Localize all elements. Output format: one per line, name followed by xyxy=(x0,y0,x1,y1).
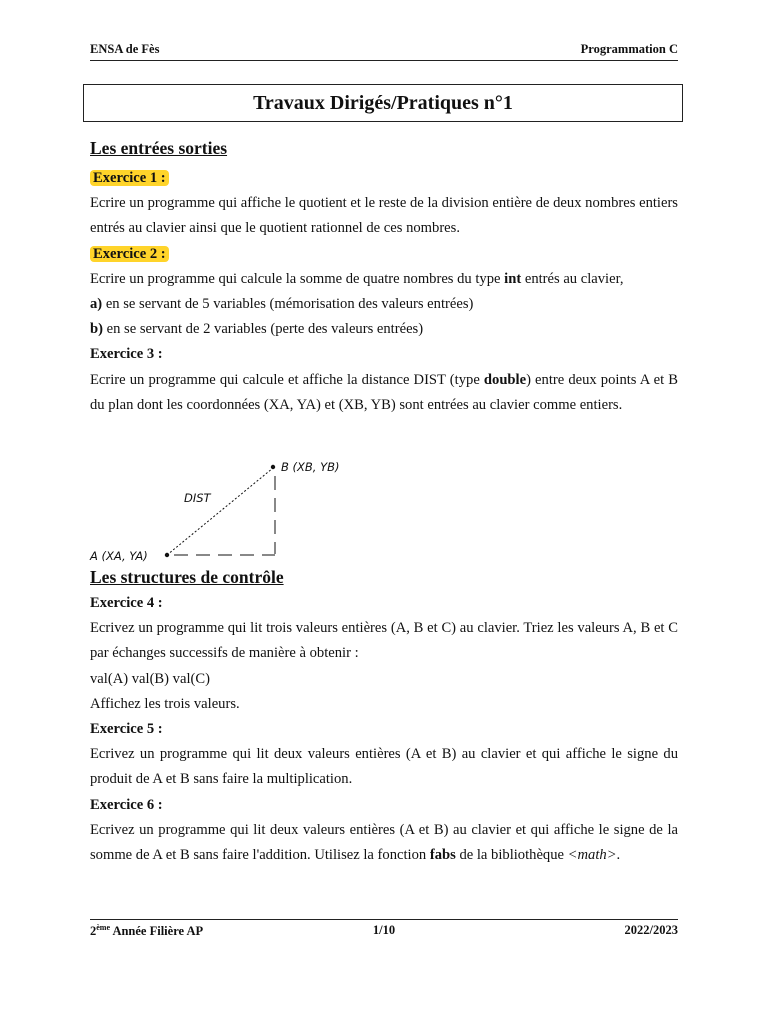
point-b-marker xyxy=(271,465,275,469)
exercise-5-label: Exercice 5 : xyxy=(90,721,163,738)
exercise-4-line2: val(A) val(B) val(C) xyxy=(90,670,210,687)
header-left: ENSA de Fès xyxy=(90,42,160,56)
page-header xyxy=(90,42,678,61)
highlight-exercise-2: Exercice 2 : xyxy=(90,246,169,262)
keyword-int: int xyxy=(504,270,522,287)
highlight-exercise-1: Exercice 1 : xyxy=(90,170,169,186)
footer-left: 2ème Année Filière AP xyxy=(90,923,204,939)
distance-diagram-svg xyxy=(86,418,386,563)
exercise-6-label: Exercice 6 : xyxy=(90,796,163,813)
point-a-label: A (XA, YA) xyxy=(90,549,148,564)
exercise-1-text: Ecrire un programme qui affiche le quotient et le reste de la division entière de deux nombres entiers entrés au clavier ainsi que le quotient rationnel de ces nombres. xyxy=(90,195,678,237)
keyword-fabs: fabs xyxy=(429,847,456,864)
exercise-5-text: Ecrivez un programme qui lit deux valeurs entières (A et B) au clavier et qui affiche le signe du produit de A et B sans faire la multiplication. xyxy=(90,746,678,788)
page-title-text: Travaux Dirigés/Pratiques n°1 xyxy=(253,91,513,114)
section-heading-io: Les entrées sorties xyxy=(90,138,228,158)
exercise-3-text: Ecrire un programme qui calcule et affiche la distance DIST (type double) entre deux points A et B du plan dont les coordonnées (XA, YA) et (XB, YB) sont entrées au clavier comme entiers. xyxy=(90,371,678,413)
exercise-2-option-b: b) en se servant de 2 variables (perte des valeurs entrées) xyxy=(90,321,424,338)
point-a-marker xyxy=(165,553,169,557)
page-title xyxy=(83,84,683,122)
dist-line xyxy=(167,468,273,555)
keyword-double: double xyxy=(483,371,527,388)
header-right: Programmation C xyxy=(580,42,678,56)
section-heading-control: Les structures de contrôle xyxy=(90,567,284,588)
exercise-6-text: Ecrivez un programme qui lit deux valeurs entières (A et B) au clavier et qui affiche le signe de la somme de A et B sans faire l'addition. Utilisez la fonction fabs de la bibliothèque <math>. xyxy=(90,821,678,864)
footer-right: 2022/2023 xyxy=(624,923,678,937)
exercise-4-line3: Affichez les trois valeurs. xyxy=(90,695,240,712)
exercise-2-label xyxy=(90,242,678,267)
dist-label: DIST xyxy=(184,491,211,506)
exercise-1-label xyxy=(90,166,678,191)
library-math: <math> xyxy=(567,847,617,864)
exercise-4-text: Ecrivez un programme qui lit trois valeurs entières (A, B et C) au clavier. Triez les valeurs A, B et C par échanges successifs de manière à obtenir : xyxy=(90,620,678,662)
exercise-3-label: Exercice 3 : xyxy=(90,346,163,363)
page-number: 1/10 xyxy=(372,923,396,937)
page-footer xyxy=(90,919,678,939)
exercise-4-label: Exercice 4 : xyxy=(90,595,163,612)
document-body xyxy=(90,134,678,868)
point-b-label: B (XB, YB) xyxy=(281,460,340,475)
exercise-2-intro: Ecrire un programme qui calcule la somme de quatre nombres du type int entrés au clavier, xyxy=(90,270,624,287)
distance-diagram xyxy=(90,418,678,563)
exercise-2-option-a: a) en se servant de 5 variables (mémorisation des valeurs entrées) xyxy=(90,296,474,313)
